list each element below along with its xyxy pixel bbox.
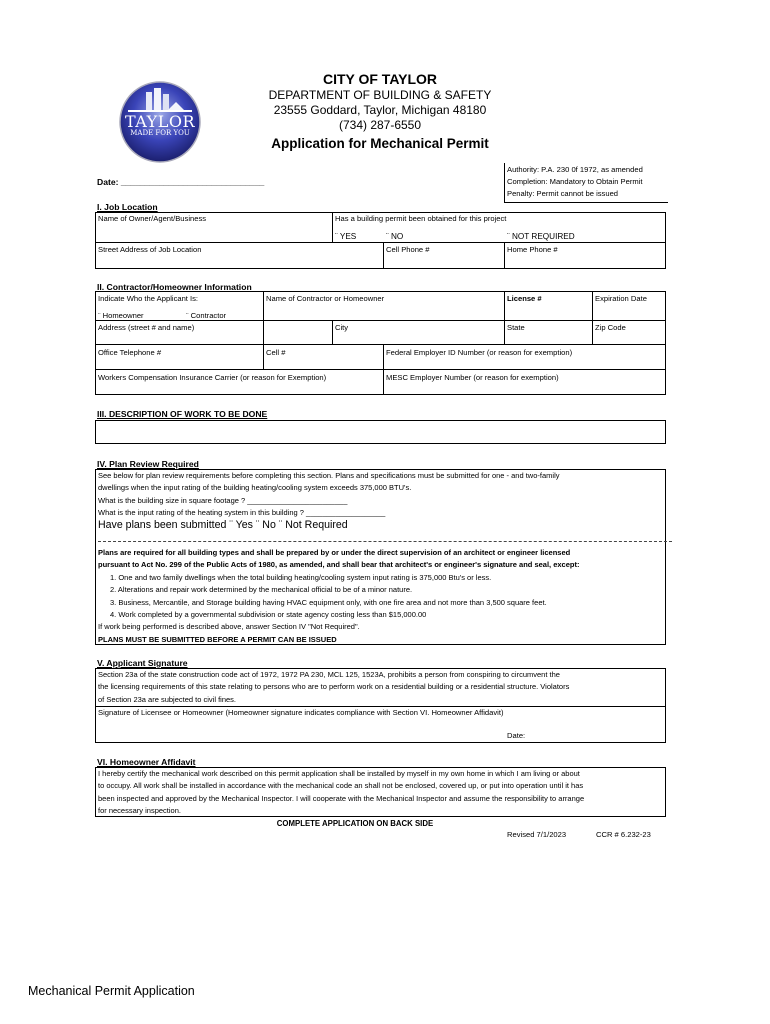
section-3-title: III. DESCRIPTION OF WORK TO BE DONE	[97, 409, 268, 419]
signature-date-field[interactable]: Date:	[507, 731, 526, 740]
permit-not-required-checkbox[interactable]: ¨ NOT REQUIRED	[507, 232, 575, 241]
city-title: CITY OF TAYLOR	[322, 71, 438, 87]
contractor-cell-field[interactable]: Cell #	[266, 348, 286, 357]
permit-question: Has a building permit been obtained for this project	[335, 214, 507, 223]
form-title: Application for Mechanical Permit	[271, 136, 489, 151]
license-field[interactable]: License #	[507, 294, 542, 303]
work-description-field[interactable]	[95, 420, 666, 444]
authority-line-3: Penalty: Permit cannot be issued	[507, 189, 619, 198]
affidavit-line-2: to occupy. All work shall be installed in accordance with the mechanical code an shall not be enclosed, covered up, or put into operation until it has	[98, 781, 584, 791]
contractor-checkbox[interactable]: ¨ Contractor	[186, 311, 227, 320]
plan-review-line-2: dwellings when the input rating of the building heating/cooling system exceeds 375,000 BTU's.	[98, 483, 412, 493]
exception-4: 4. Work completed by a governmental subdivision or state agency costing less than $15,000.00	[110, 610, 427, 620]
affidavit-line-4: for necessary inspection.	[98, 806, 181, 816]
plan-requirement-line-2: pursuant to Act No. 299 of the Public Acts of 1980, as amended, and shall bear that architect's or engineer's signature and seal, except:	[98, 560, 580, 570]
dashed-divider	[98, 541, 672, 542]
section-1-title: I. Job Location	[97, 202, 158, 212]
exception-2: 2. Alterations and repair work determined by the mechanical official to be of a minor nature.	[110, 585, 413, 595]
zip-field[interactable]: Zip Code	[595, 323, 626, 332]
authority-line-1: Authority: P.A. 230 0f 1972, as amended	[507, 165, 643, 174]
permit-no-checkbox[interactable]: ¨ NO	[386, 232, 404, 241]
signature-legal-line-1: Section 23a of the state construction code act of 1972, 1972 PA 230, MCL 125, 1523A, prohibits a person from conspiring to circumvent the	[98, 670, 560, 679]
section-2-title: II. Contractor/Homeowner Information	[97, 282, 252, 292]
street-address-field[interactable]: Street Address of Job Location	[98, 245, 202, 254]
plan-requirement-line-1: Plans are required for all building types and shall be prepared by or under the direct supervision of an architect or engineer licensed	[98, 548, 571, 557]
home-phone-field[interactable]: Home Phone #	[507, 245, 558, 254]
complete-back-side-note: COMPLETE APPLICATION ON BACK SIDE	[276, 819, 434, 828]
logo-tagline: MADE FOR YOU	[130, 129, 190, 137]
applicant-type-label: Indicate Who the Applicant Is:	[98, 294, 199, 303]
page-label: Mechanical Permit Application	[28, 984, 195, 998]
department-name: DEPARTMENT OF BUILDING & SAFETY	[268, 88, 492, 102]
plans-submitted-options[interactable]: Have plans been submitted ¨ Yes ¨ No ¨ Not Required	[98, 519, 348, 531]
date-field[interactable]: Date: ______________________________	[97, 177, 265, 187]
expiration-field[interactable]: Expiration Date	[595, 294, 647, 303]
plan-review-line-1: See below for plan review requirements before completing this section. Plans and specifications must be submitted for one - and two-family	[98, 471, 560, 480]
affidavit-line-3: been inspected and approved by the Mechanical Inspector. I will cooperate with the Mechanical Inspector and assume the responsibility to arrange	[98, 793, 585, 803]
city-field[interactable]: City	[335, 323, 349, 332]
plans-must-be-submitted: PLANS MUST BE SUBMITTED BEFORE A PERMIT CAN BE ISSUED	[98, 634, 337, 644]
fein-field[interactable]: Federal Employer ID Number (or reason for exemption)	[386, 348, 573, 357]
exception-1: 1. One and two family dwellings when the total building heating/cooling system input rating is 375,000 Btu's or less.	[110, 572, 492, 582]
building-size-field[interactable]: What is the building size in square footage ? ________________________	[98, 495, 348, 505]
section-5-title: V. Applicant Signature	[97, 658, 188, 668]
ccr-number: CCR # 6.232-23	[596, 830, 651, 839]
permit-yes-checkbox[interactable]: ¨ YES	[335, 232, 357, 241]
owner-name-field[interactable]: Name of Owner/Agent/Business	[98, 214, 207, 223]
state-field[interactable]: State	[507, 323, 525, 332]
office-phone-field[interactable]: Office Telephone #	[98, 348, 162, 357]
signature-legal-line-3: of Section 23a are subjected to civil fines.	[98, 694, 236, 704]
revised-date: Revised 7/1/2023	[507, 830, 567, 839]
address-field[interactable]: Address (street # and name)	[98, 323, 195, 332]
exception-3: 3. Business, Mercantile, and Storage building having HVAC equipment only, with one fire area and not more than 3,500 square feet.	[110, 597, 547, 607]
department-phone: (734) 287-6550	[338, 118, 422, 132]
workers-comp-field[interactable]: Workers Compensation Insurance Carrier (or reason for Exemption)	[98, 373, 327, 382]
department-address: 23555 Goddard, Taylor, Michigan 48180	[273, 103, 487, 117]
homeowner-checkbox[interactable]: ¨ Homeowner	[98, 311, 144, 320]
mesc-field[interactable]: MESC Employer Number (or reason for exemption)	[386, 373, 559, 382]
contractor-name-field[interactable]: Name of Contractor or Homeowner	[266, 294, 385, 303]
logo-text: TAYLOR	[124, 112, 196, 131]
section-4-title: IV. Plan Review Required	[97, 459, 199, 469]
affidavit-line-1: I hereby certify the mechanical work described on this permit application shall be installed by myself in my own home in which I am living or about	[98, 769, 580, 778]
authority-line-2: Completion: Mandatory to Obtain Permit	[507, 177, 643, 186]
section-6-title: VI. Homeowner Affidavit	[97, 757, 196, 767]
signature-legal-line-2: the licensing requirements of this state relating to persons who are to perform work on a residential building or a residential structure. Violators	[98, 682, 570, 692]
input-rating-field[interactable]: What is the input rating of the heating system in this building ? ___________________	[98, 508, 386, 518]
exception-note: If work being performed is described above, answer Section IV "Not Required".	[98, 622, 360, 632]
cell-phone-field[interactable]: Cell Phone #	[386, 245, 430, 254]
signature-field[interactable]: Signature of Licensee or Homeowner (Homeowner signature indicates compliance with Section VI. Homeowner Affidavit)	[98, 708, 504, 717]
